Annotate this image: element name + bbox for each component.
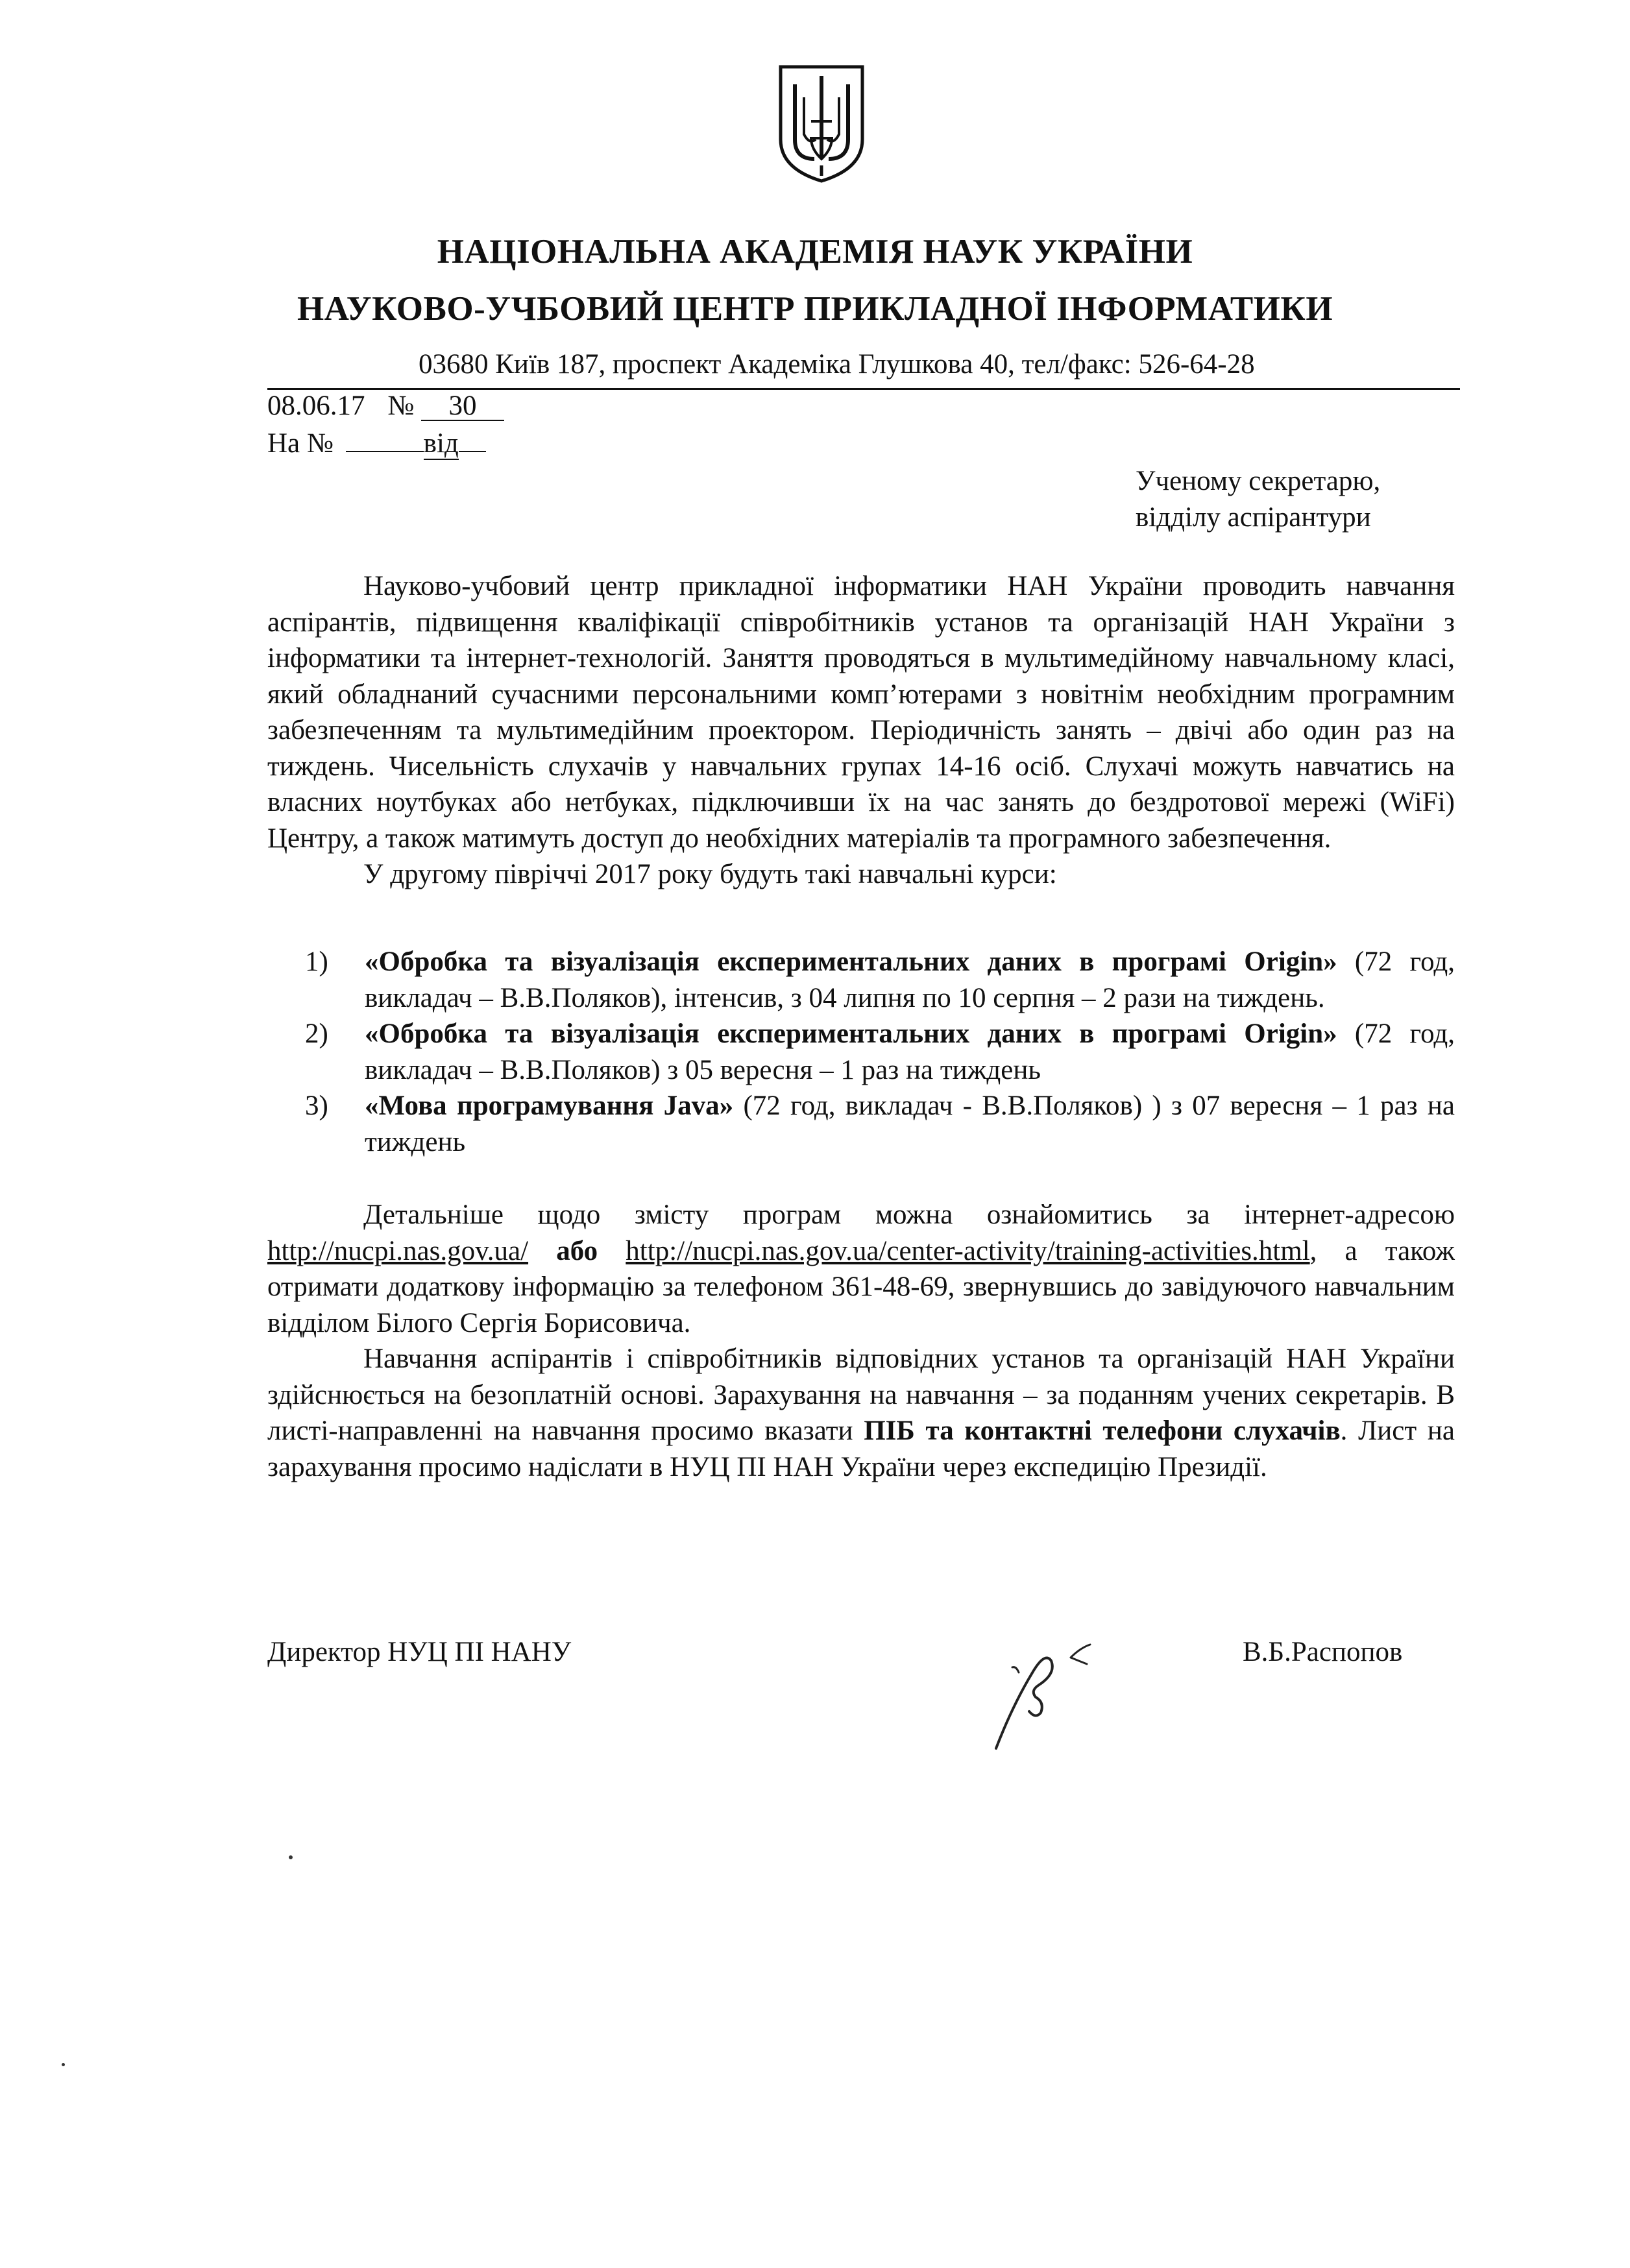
- from-label: від: [423, 428, 459, 459]
- reply-label: На №: [267, 428, 334, 459]
- list-item: [305, 1088, 1455, 1160]
- header-rule: [267, 388, 1460, 390]
- course-title: «Обробка та візуалізація експериментальних даних в програмі Origin»: [365, 947, 1337, 977]
- postal-address: 03680 Київ 187, проспект Академіка Глушкова 40, тел/факс: 526-64-28: [419, 349, 1255, 380]
- training-page-link[interactable]: http://nucpi.nas.gov.ua/center-activity/training-activities.html: [626, 1235, 1310, 1266]
- course-details: (72 год, викладач – В.В.Поляков), інтенсив, з 04 липня по 10 серпня – 2 рази на тиждень.: [365, 947, 1455, 1013]
- final-text: Навчання аспірантів і співробітників відповідних установ та організацій НАН України здійснюється на безоплатній основі. Зарахування на навчання – за поданням учених секретарів. В листі-направленні на навчання просимо вказати: [267, 1344, 1455, 1446]
- scan-speck: [289, 1855, 293, 1859]
- reply-number: [346, 451, 424, 452]
- letter-body-details: [267, 1197, 1455, 1485]
- course-details: (72 год, викладач – В.В.Поляков) з 05 вересня – 1 раз на тиждень: [365, 1019, 1455, 1085]
- scan-speck: [62, 2063, 65, 2066]
- center-name: НАУКОВО-УЧБОВИЙ ЦЕНТР ПРИКЛАДНОЇ ІНФОРМАТИКИ: [297, 290, 1333, 328]
- courses-intro: У другому півріччі 2017 року будуть такі навчальні курси:: [363, 859, 1057, 889]
- reply-reference: [267, 429, 486, 457]
- signatory-name: В.Б.Распопов: [1243, 1637, 1403, 1667]
- addressee-line-1: Ученому секретарю,: [1136, 466, 1381, 496]
- course-title: «Мова програмування Java»: [365, 1091, 734, 1121]
- signatory-position: Директор НУЦ ПІ НАНУ: [267, 1637, 572, 1667]
- or-word: або: [556, 1235, 598, 1266]
- final-text-continued: . Лист на зарахування просимо надіслати в НУЦ ПІ НАН України через експедицію Президії.: [267, 1416, 1455, 1482]
- details-text-continued: , а також отримати додаткову інформацію за телефоном 361-48-69, звернувшись до завідуючого навчальним відділом Білого Сергія Борисовича.: [267, 1235, 1455, 1338]
- course-title: «Обробка та візуалізація експериментальних даних в програмі Origin»: [365, 1019, 1337, 1049]
- letter-date-number: [267, 392, 504, 421]
- final-bold-text: ПІБ та контактні телефони слухачів: [864, 1416, 1341, 1446]
- list-item: [305, 1016, 1455, 1088]
- number-label: №: [387, 391, 415, 421]
- handwritten-signature: [973, 1635, 1123, 1752]
- organization-name: НАЦІОНАЛЬНА АКАДЕМІЯ НАУК УКРАЇНИ: [437, 233, 1193, 271]
- list-item-number: 3): [305, 1091, 328, 1121]
- letter-body-intro: [267, 568, 1455, 893]
- course-list: [305, 944, 1455, 1160]
- final-paragraph: [267, 1341, 1455, 1485]
- list-item: [305, 944, 1455, 1016]
- coat-of-arms-icon: [775, 62, 868, 185]
- list-item-number: 1): [305, 947, 328, 977]
- from-value: [459, 451, 486, 452]
- details-text: Детальніше щодо змісту програм можна ознайомитись за інтернет-адресою: [363, 1200, 1455, 1230]
- details-paragraph: [267, 1197, 1455, 1341]
- website-link[interactable]: http://nucpi.nas.gov.ua/: [267, 1235, 529, 1266]
- addressee: [1136, 463, 1380, 536]
- letter-number: 30: [421, 392, 504, 421]
- addressee-line-2: відділу аспірантури: [1136, 502, 1371, 533]
- list-item-number: 2): [305, 1019, 328, 1049]
- course-details: (72 год, викладач - В.В.Поляков) ) з 07 вересня – 1 раз на тиждень: [365, 1091, 1455, 1157]
- intro-paragraph: Науково-учбовий центр прикладної інформатики НАН України проводить навчання аспірантів, підвищення кваліфікації співробітників установ та організацій НАН України з інформатики та інтернет-технологій. Заняття проводяться в мультимедійному навчальному класі, який обладнаний сучасними персональними комп’ютерами з новітнім необхідним програмним забезпеченням та мультимедійним проектором. Періодичність занять – двічі або один раз на тиждень. Чисельність слухачів у навчальних групах 14-16 осіб. Слухачі можуть навчатись на власних ноутбуках або нетбуках, підключивши їх на час занять до бездротової мережі (WiFi) Центру, а також матимуть доступ до необхідних матеріалів та програмного забезпечення.: [267, 571, 1455, 854]
- letter-date: 08.06.17: [267, 391, 365, 421]
